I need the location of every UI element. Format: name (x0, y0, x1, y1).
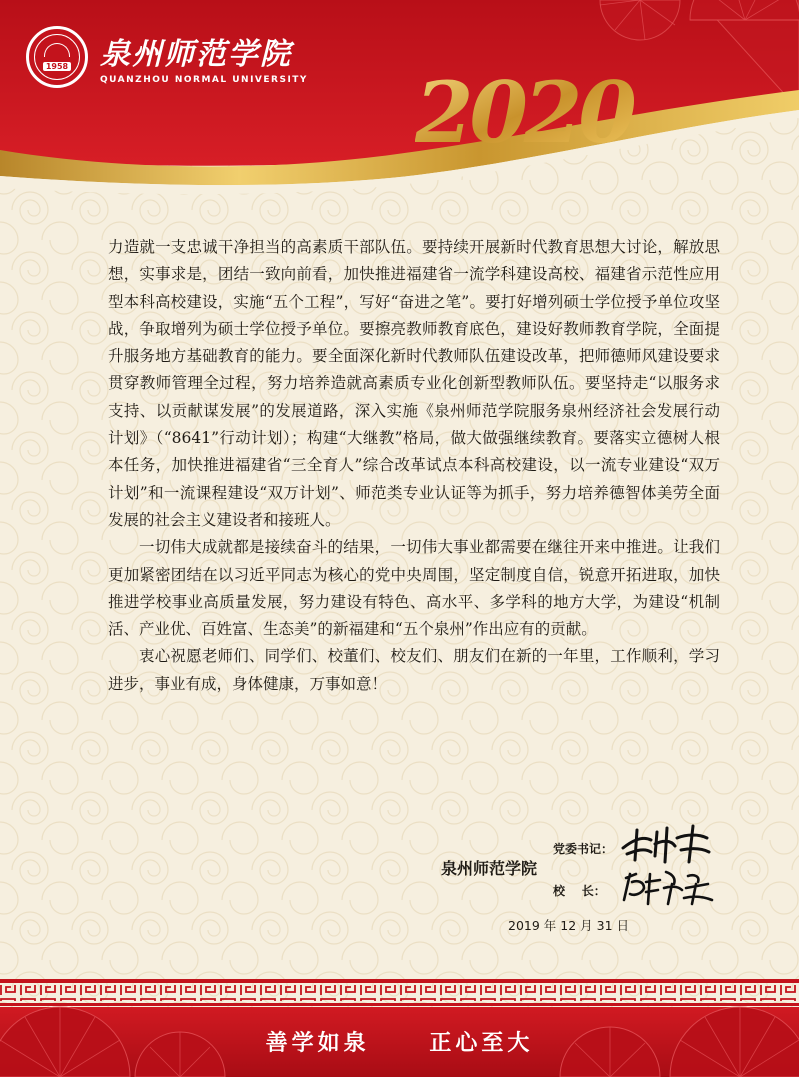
year-2020-graphic (415, 70, 675, 160)
institution-name: 泉州师范学院 (441, 859, 538, 878)
university-logo-block (26, 26, 308, 88)
paragraph-1: 力造就一支忠诚干净担当的高素质干部队伍。要持续开展新时代教育思想大讨论，解放思想，实事求是，团结一致向前看，加快推进福建省一流学科建设高校、福建省示范性应用型本科高校建设，实施“五个工程”，写好“奋进之笔”。要打好增列硕士学位授予单位攻坚战，争取增列为硕士学位授予单位。要擦亮教师教育底色，建设好教师教育学院，全面提升服务地方基础教育的能力。要全面深化新时代教师队伍建设改革，把师德师风建设要求贯穿教师管理全过程，努力培养造就高素质专业化创新型教师队伍。要坚持走“以服务求支持、以贡献谋发展”的发展道路，深入实施《泉州师范学院服务泉州经济社会发展行动计划》（“8641”行动计划）；构建“大继教”格局，做大做强继续教育。要落实立德树人根本任务，加快推进福建省“三全育人”综合改革试点本科高校建设，以一流专业建设“双万计划”和一流课程建设“双万计划”、师范类专业认证等为抓手，努力培养德智体美劳全面发展的社会主义建设者和接班人。 (108, 238, 720, 529)
motto-left: 善学如泉 (265, 1030, 370, 1056)
university-motto (0, 1026, 799, 1057)
letter-date: 2019 年 12 月 31 日 (508, 918, 629, 933)
paragraph-3: 衷心祝愿老师们、同学们、校董们、校友们、朋友们在新的一年里，工作顺利，学习进步，事业有成，身体健康，万事如意！ (108, 647, 720, 693)
president-label: 校 长： (553, 884, 606, 898)
letter-body (108, 234, 720, 698)
seal-year: 1958 (43, 62, 71, 71)
university-name-en: QUANZHOU NORMAL UNIVERSITY (100, 75, 308, 85)
footer-banner (0, 965, 799, 1077)
footer-background (0, 965, 799, 1077)
motto-right: 正心至大 (429, 1030, 534, 1056)
paragraph-2: 一切伟大成就都是接续奋斗的结果，一切伟大事业都需要在继往开来中推进。让我们更加紧密团结在以习近平同志为核心的党中央周围，坚定制度自信，锐意开拓进取，加快推进学校事业高质量发展，努力建设有特色、高水平、多学科的地方大学，为建设“机制活、产业优、百姓富、生态美”的新福建和“五个泉州”作出应有的贡献。 (108, 538, 720, 639)
letterhead-banner (0, 0, 799, 200)
university-seal-icon (26, 26, 88, 88)
year-2020-text: 2020 (415, 70, 633, 160)
secretary-label: 党委书记： (553, 842, 614, 856)
university-name-cn: 泉州师范学院 (100, 37, 292, 72)
